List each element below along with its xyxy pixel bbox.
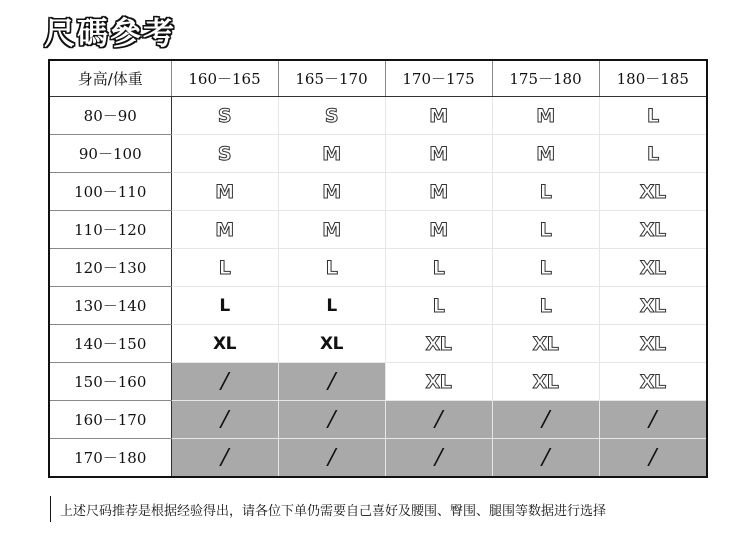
size-cell: [492, 325, 599, 363]
size-cell: [599, 363, 707, 401]
size-cell: [599, 325, 707, 363]
size-cell: [385, 211, 492, 249]
table-row: [49, 173, 707, 211]
row-header: 90－100: [49, 135, 171, 173]
size-cell: [385, 135, 492, 173]
unavailable-slash: /: [539, 407, 552, 432]
size-cell: [171, 173, 278, 211]
size-cell: [385, 97, 492, 135]
size-cell: [492, 97, 599, 135]
size-chart-table: [48, 59, 708, 478]
unavailable-slash: /: [325, 445, 338, 470]
size-label: XL: [639, 332, 666, 355]
size-cell: [171, 287, 278, 325]
size-label: S: [324, 104, 339, 127]
size-label: L: [539, 294, 552, 317]
unavailable-slash: /: [218, 445, 231, 470]
size-cell: [492, 173, 599, 211]
header-row: [49, 60, 707, 97]
size-cell: [278, 97, 385, 135]
size-cell: [171, 401, 278, 439]
size-cell: [171, 97, 278, 135]
size-chart-body: [49, 97, 707, 478]
size-label: M: [215, 180, 234, 203]
size-label: M: [429, 104, 448, 127]
size-cell: [278, 325, 385, 363]
size-label: XL: [639, 256, 666, 279]
size-cell: [385, 287, 492, 325]
table-row: [49, 211, 707, 249]
size-cell: [171, 211, 278, 249]
column-header: 180－185: [599, 60, 707, 97]
unavailable-slash: /: [646, 407, 660, 432]
size-cell: [278, 135, 385, 173]
size-cell: [171, 363, 278, 401]
size-note: 上述尺码推荐是根据经验得出，请各位下单仍需要自己喜好及腰围、臀围、腿围等数据进行选择: [50, 496, 606, 522]
unavailable-slash: /: [325, 407, 338, 432]
unavailable-slash: /: [432, 445, 445, 470]
size-label: M: [429, 180, 448, 203]
size-label: L: [325, 256, 338, 279]
size-label: L: [539, 218, 552, 241]
size-cell: [492, 211, 599, 249]
size-label: XL: [532, 370, 559, 393]
page-title: 尺碼參考: [44, 16, 176, 52]
size-label: M: [536, 142, 555, 165]
size-label: L: [218, 256, 231, 279]
size-label: M: [429, 218, 448, 241]
table-row: [49, 363, 707, 401]
size-cell: [278, 439, 385, 478]
size-cell: [385, 439, 492, 478]
row-header: 100－110: [49, 173, 171, 211]
size-label: XL: [532, 332, 559, 355]
row-header: 110－120: [49, 211, 171, 249]
size-cell: [599, 439, 707, 478]
unavailable-slash: /: [218, 407, 231, 432]
size-label: L: [432, 256, 445, 279]
unavailable-slash: /: [218, 369, 231, 394]
size-label: XL: [425, 370, 452, 393]
size-cell: [278, 211, 385, 249]
size-cell: [599, 135, 707, 173]
size-cell: [171, 135, 278, 173]
size-cell: [599, 287, 707, 325]
size-label: L: [219, 295, 230, 316]
size-label: M: [322, 218, 341, 241]
size-label: XL: [639, 218, 666, 241]
size-cell: [492, 439, 599, 478]
size-cell: [171, 325, 278, 363]
size-cell: [385, 249, 492, 287]
size-cell: [599, 211, 707, 249]
table-row: [49, 135, 707, 173]
row-header: 130－140: [49, 287, 171, 325]
size-label: S: [217, 104, 232, 127]
column-header: 170－175: [385, 60, 492, 97]
table-row: [49, 439, 707, 478]
size-cell: [278, 173, 385, 211]
table-row: [49, 97, 707, 135]
size-label: M: [322, 180, 341, 203]
size-cell: [599, 401, 707, 439]
size-cell: [385, 401, 492, 439]
size-label: M: [215, 218, 234, 241]
unavailable-slash: /: [646, 445, 660, 470]
unavailable-slash: /: [325, 369, 338, 394]
row-header: 120－130: [49, 249, 171, 287]
size-label: L: [646, 142, 659, 165]
size-cell: [599, 97, 707, 135]
size-cell: [171, 249, 278, 287]
size-label: XL: [639, 294, 666, 317]
column-header: 165－170: [278, 60, 385, 97]
unavailable-slash: /: [432, 407, 445, 432]
size-cell: [385, 363, 492, 401]
column-header: 175－180: [492, 60, 599, 97]
size-label: M: [322, 142, 341, 165]
size-label: L: [326, 295, 337, 316]
size-label: S: [217, 142, 232, 165]
size-label: XL: [320, 333, 343, 354]
row-header: 170－180: [49, 439, 171, 478]
size-cell: [278, 363, 385, 401]
row-header: 140－150: [49, 325, 171, 363]
size-cell: [278, 401, 385, 439]
size-label: XL: [639, 180, 666, 203]
size-cell: [278, 287, 385, 325]
size-cell: [492, 135, 599, 173]
size-label: XL: [425, 332, 452, 355]
unavailable-slash: /: [539, 445, 552, 470]
size-cell: [492, 401, 599, 439]
size-cell: [385, 173, 492, 211]
size-cell: [492, 287, 599, 325]
size-cell: [599, 249, 707, 287]
size-label: L: [646, 104, 659, 127]
row-header: 160－170: [49, 401, 171, 439]
corner-header: 身高/体重: [49, 60, 171, 97]
size-cell: [171, 439, 278, 478]
table-row: [49, 287, 707, 325]
row-header: 80－90: [49, 97, 171, 135]
size-label: XL: [639, 370, 666, 393]
size-label: M: [429, 142, 448, 165]
size-label: XL: [213, 333, 236, 354]
column-header: 160－165: [171, 60, 278, 97]
size-label: L: [539, 256, 552, 279]
size-cell: [492, 249, 599, 287]
size-cell: [599, 173, 707, 211]
size-cell: [278, 249, 385, 287]
size-label: M: [536, 104, 555, 127]
size-label: L: [539, 180, 552, 203]
size-label: L: [432, 294, 445, 317]
table-row: [49, 249, 707, 287]
row-header: 150－160: [49, 363, 171, 401]
size-cell: [492, 363, 599, 401]
table-row: [49, 325, 707, 363]
size-cell: [385, 325, 492, 363]
table-row: [49, 401, 707, 439]
